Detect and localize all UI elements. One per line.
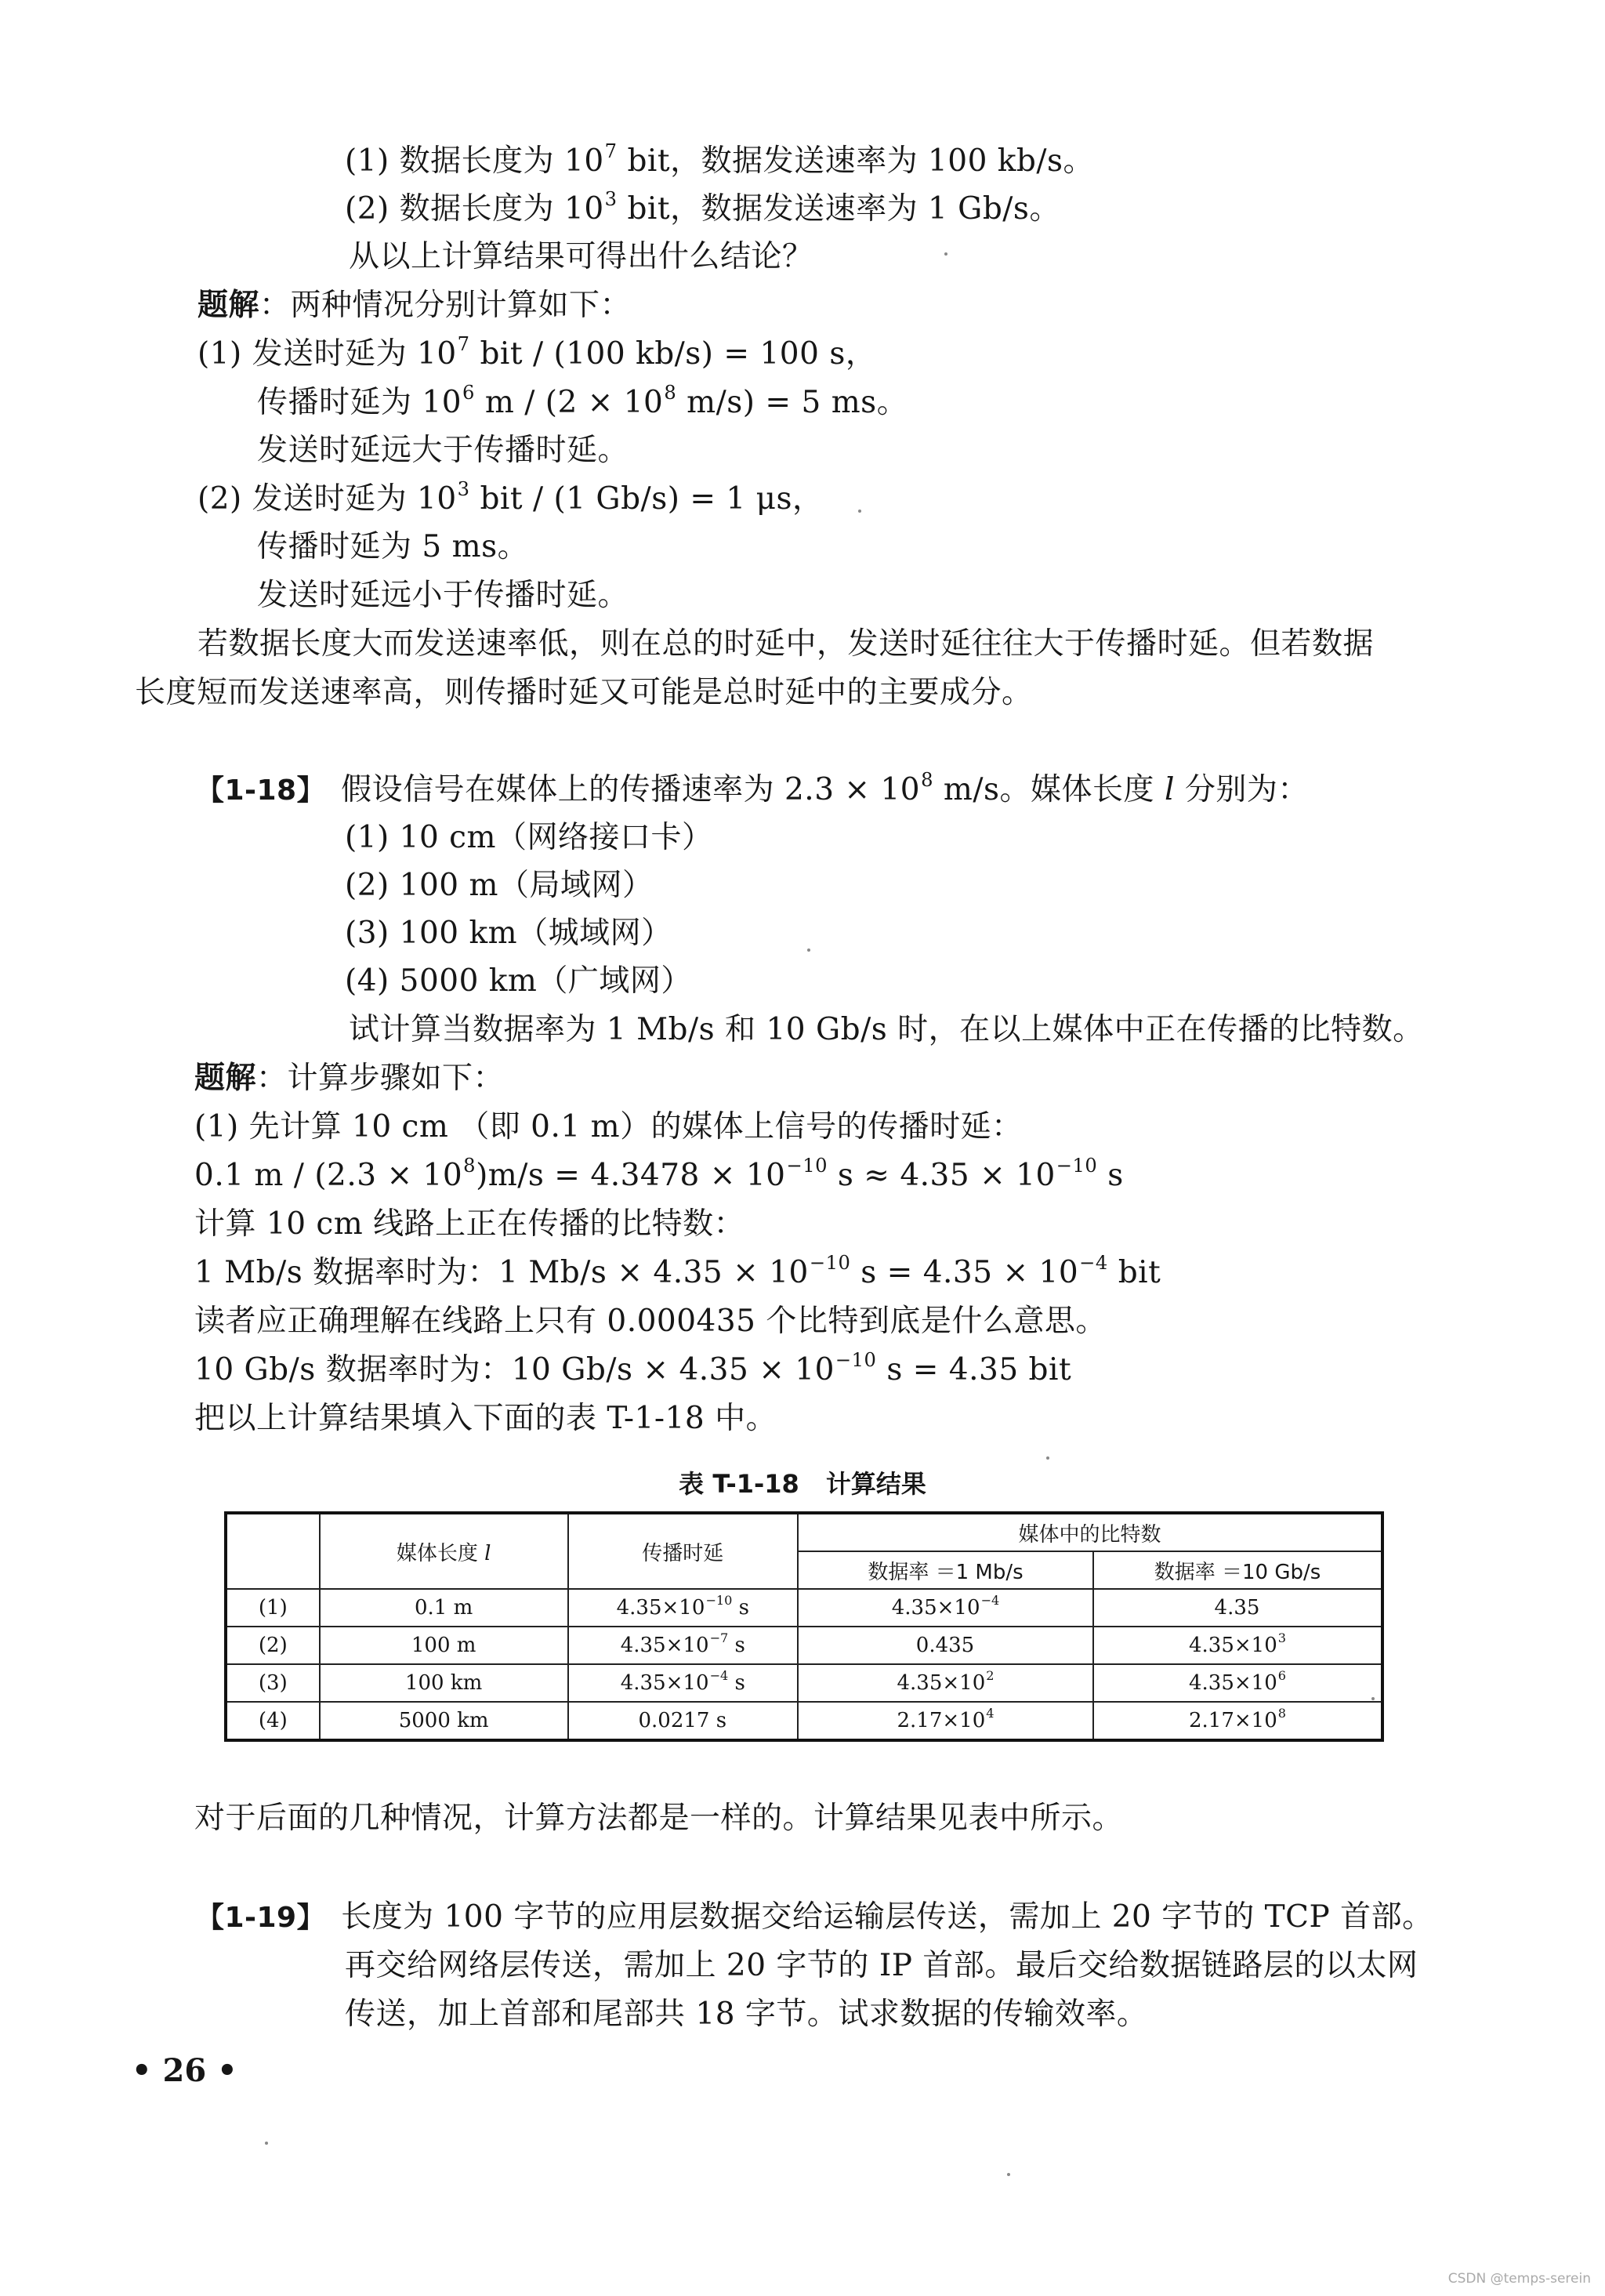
scan-speck: [1371, 1697, 1375, 1700]
table-row: [226, 1589, 1382, 1627]
cell-delay: $4.35\times 10^{-4}$ s: [568, 1664, 798, 1702]
cell-delay: $4.35\times 10^{-7}$ s: [568, 1627, 798, 1664]
item-2-data-length: (2) 数据长度为 $10^3$ bit，数据发送速率为 1 Gb/s。: [345, 187, 1060, 227]
header-rate-1mbps: 数据率 ＝1 Mb/s: [798, 1551, 1093, 1589]
conclusion-line-2: 长度短而发送速率高，则传播时延又可能是总时延中的主要成分。: [135, 675, 1033, 710]
step-bits-1mbps: 1 Mb/s 数据率时为：1 $Mb/s \times 4.35 \times 10^{-10}$ $s = 4.35 \times 10^{-4}$ bit: [194, 1251, 1161, 1290]
cell-delay: 0.0217 s: [568, 1702, 798, 1740]
solution-heading-1: 题解：两种情况分别计算如下：: [197, 287, 632, 323]
step-fill-table: 把以上计算结果填入下面的表 T-1-18 中。: [194, 1401, 777, 1436]
cell-index: (2): [226, 1627, 320, 1664]
question-1-19: 【1-19】 长度为 100 字节的应用层数据交给运输层传送，需加上 20 字节的 TCP 首部。: [196, 1899, 1433, 1935]
cell-bits-1mbps: $4.35\times 10^{-4}$: [798, 1589, 1093, 1627]
cell-bits-10gbps: $2.17\times 10^8$: [1093, 1702, 1382, 1740]
cell-bits-1mbps: $4.35\times 10^2$: [798, 1664, 1093, 1702]
medium-option-4: (4) 5000 km（广域网）: [345, 963, 692, 999]
medium-option-3: (3) 100 km（城域网）: [345, 916, 672, 951]
cell-bits-1mbps: 0.435: [798, 1627, 1093, 1664]
header-index: [226, 1513, 320, 1589]
case-1-prop-delay: 传播时延为 $10^6$ $m / (2 \times 10^8$ m/s) = 5 ms。: [257, 381, 908, 420]
table-row: [226, 1627, 1382, 1664]
results-table: [224, 1511, 1384, 1742]
table-row: [226, 1664, 1382, 1702]
scan-speck: [1007, 2173, 1010, 2176]
case-2-compare: 发送时延远小于传播时延。: [257, 578, 629, 613]
question-1-19-line-2: 再交给网络层传送，需加上 20 字节的 IP 首部。最后交给数据链路层的以太网: [345, 1948, 1418, 1983]
header-rate-10gbps: 数据率 ＝10 Gb/s: [1093, 1551, 1382, 1589]
header-bits: 媒体中的比特数: [798, 1513, 1382, 1551]
question-task: 试计算当数据率为 1 Mb/s 和 10 Gb/s 时，在以上媒体中正在传播的比特数。: [349, 1012, 1424, 1047]
medium-option-1: (1) 10 cm（网络接口卡）: [345, 820, 713, 855]
header-delay: 传播时延: [568, 1513, 798, 1589]
cell-length: 100 m: [320, 1627, 568, 1664]
conclusion-line-1: 若数据长度大而发送速率低，则在总的时延中，发送时延往往大于传播时延。但若数据: [197, 626, 1375, 662]
table-row: [226, 1702, 1382, 1740]
cell-length: 5000 km: [320, 1702, 568, 1740]
question-number: 【1-19】: [196, 1902, 326, 1934]
case-2-prop-delay: 传播时延为 5 ms。: [257, 529, 529, 564]
step-note: 读者应正确理解在线路上只有 0.000435 个比特到底是什么意思。: [194, 1304, 1107, 1339]
medium-option-2: (2) 100 m（局域网）: [345, 868, 654, 903]
table-caption: 表 T-1-18 计算结果: [679, 1469, 926, 1499]
cell-bits-10gbps: $4.35\times 10^6$: [1093, 1664, 1382, 1702]
cell-bits-10gbps: $4.35\times 10^3$: [1093, 1627, 1382, 1664]
step-formula-delay: 0.1 $m / (2.3 \times 10^8)m/s = 4.3478 \times 10^{-10}$ $s \approx 4.35 \times 10^{-10}$ s: [194, 1154, 1124, 1193]
page-number: • 26 •: [132, 2052, 237, 2089]
table-header-row: [226, 1513, 1382, 1551]
after-table-note: 对于后面的几种情况，计算方法都是一样的。计算结果见表中所示。: [194, 1801, 1124, 1836]
step-bits-heading: 计算 10 cm 线路上正在传播的比特数：: [194, 1206, 745, 1242]
item-1-data-length: (1) 数据长度为 $10^7$ bit，数据发送速率为 100 kb/s。: [345, 140, 1095, 179]
cell-index: (4): [226, 1702, 320, 1740]
scan-speck: [858, 510, 861, 513]
question-1-18: 【1-18】 假设信号在媒体上的传播速率为 $2.3 \times 10^8$ m/s。媒体长度 l 分别为：: [196, 768, 1309, 807]
question-conclusion: 从以上计算结果可得出什么结论？: [349, 239, 813, 274]
cell-index: (1): [226, 1589, 320, 1627]
question-number: 【1-18】: [196, 774, 326, 807]
cell-length: 100 km: [320, 1664, 568, 1702]
scan-speck: [265, 2142, 268, 2145]
solution-heading-2: 题解：计算步骤如下：: [194, 1060, 505, 1096]
cell-bits-1mbps: $2.17\times 10^4$: [798, 1702, 1093, 1740]
cell-length: 0.1 m: [320, 1589, 568, 1627]
cell-index: (3): [226, 1664, 320, 1702]
case-2-send-delay: (2) 发送时延为 $10^3$ bit / (1 Gb/s) = 1 μs，: [197, 477, 824, 517]
case-1-compare: 发送时延远大于传播时延。: [257, 433, 629, 468]
scan-speck: [807, 949, 810, 952]
step-1: (1) 先计算 10 cm （即 0.1 m）的媒体上信号的传播时延：: [194, 1109, 1023, 1144]
scan-speck: [944, 252, 947, 256]
watermark: CSDN @temps-serein: [1447, 2271, 1591, 2287]
case-1-send-delay: (1) 发送时延为 $10^7$ bit / (100 kb/s) = 100 s，: [197, 332, 877, 372]
header-length: 媒体长度 l: [320, 1513, 568, 1589]
cell-bits-10gbps: 4.35: [1093, 1589, 1382, 1627]
step-bits-10gbps: 10 Gb/s 数据率时为：10 $Gb/s \times 4.35 \times 10^{-10}$ s = 4.35 bit: [194, 1348, 1072, 1387]
cell-delay: $4.35\times 10^{-10}$ s: [568, 1589, 798, 1627]
scan-speck: [1046, 1456, 1049, 1460]
question-1-19-line-3: 传送，加上首部和尾部共 18 字节。试求数据的传输效率。: [345, 1997, 1148, 2032]
